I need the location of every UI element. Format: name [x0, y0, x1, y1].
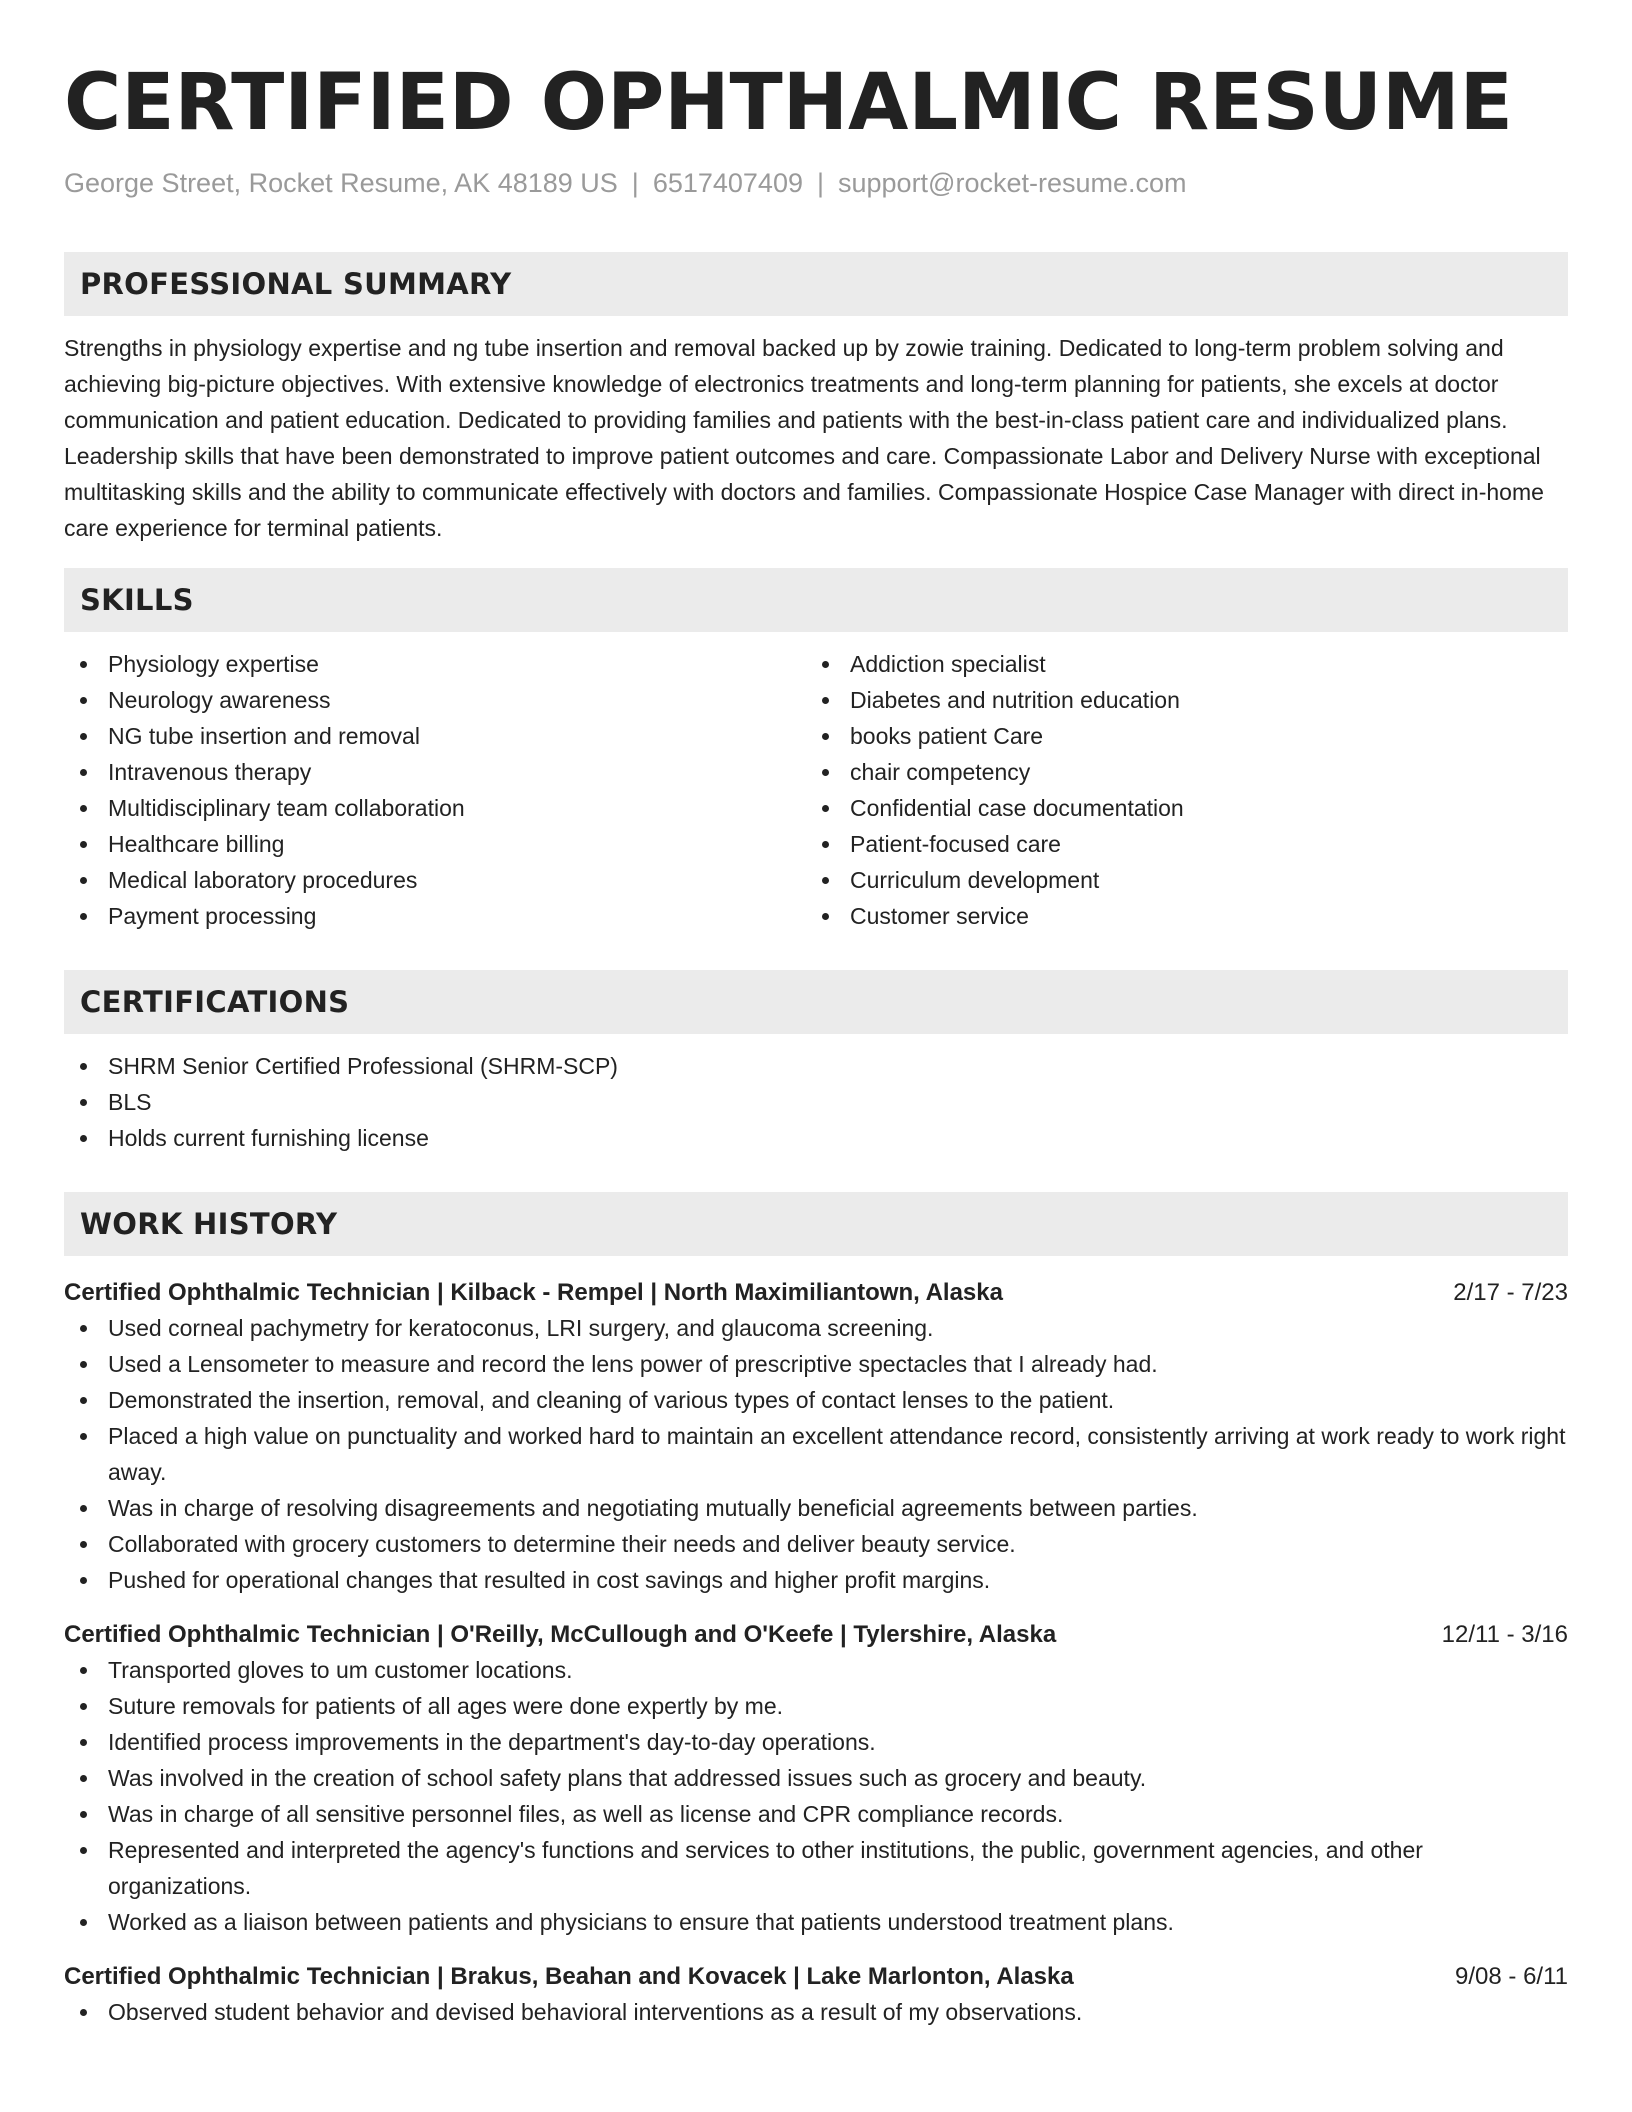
list-item: Was in charge of resolving disagreements and negotiating mutually beneficial agreements between parties.	[64, 1490, 1568, 1526]
contact-line	[64, 166, 1568, 200]
list-item: Multidisciplinary team collaboration	[64, 790, 806, 826]
list-item: Physiology expertise	[64, 646, 806, 682]
job-dates: 9/08 - 6/11	[1455, 1963, 1568, 1990]
list-item: Used a Lensometer to measure and record the lens power of prescriptive spectacles that I already had.	[64, 1346, 1568, 1382]
job-header	[64, 1960, 1568, 1994]
job-header	[64, 1618, 1568, 1652]
list-item: Pushed for operational changes that resulted in cost savings and higher profit margins.	[64, 1562, 1568, 1598]
resume-title: CERTIFIED OPHTHALMIC RESUME	[64, 58, 1513, 148]
job-header	[64, 1276, 1568, 1310]
skills-right-list	[806, 646, 1548, 934]
contact-separator: |	[816, 168, 824, 198]
job-dates: 12/11 - 3/16	[1441, 1621, 1568, 1648]
list-item: Customer service	[806, 898, 1548, 934]
list-item: Healthcare billing	[64, 826, 806, 862]
list-item: Was in charge of all sensitive personnel files, as well as license and CPR compliance records.	[64, 1796, 1568, 1832]
job-dates: 2/17 - 7/23	[1453, 1279, 1568, 1306]
job-bullets	[64, 1994, 1568, 2030]
skills-left-list	[64, 646, 806, 934]
job-entry	[64, 1618, 1568, 1940]
job-title: Certified Ophthalmic Technician | O'Reilly, McCullough and O'Keefe | Tylershire, Alaska	[64, 1621, 1057, 1648]
resume-page	[64, 0, 1568, 2030]
contact-phone: 6517407409	[652, 168, 803, 198]
list-item: Intravenous therapy	[64, 754, 806, 790]
work-history-list	[64, 1276, 1568, 2030]
list-item: Demonstrated the insertion, removal, and cleaning of various types of contact lenses to the patient.	[64, 1382, 1568, 1418]
certifications-list	[64, 1048, 1568, 1156]
list-item: SHRM Senior Certified Professional (SHRM-SCP)	[64, 1048, 1568, 1084]
job-bullets	[64, 1310, 1568, 1598]
list-item: NG tube insertion and removal	[64, 718, 806, 754]
list-item: Diabetes and nutrition education	[806, 682, 1548, 718]
certifications-heading: CERTIFICATIONS	[64, 970, 1568, 1034]
list-item: Addiction specialist	[806, 646, 1548, 682]
list-item: Used corneal pachymetry for keratoconus, LRI surgery, and glaucoma screening.	[64, 1310, 1568, 1346]
list-item: Medical laboratory procedures	[64, 862, 806, 898]
list-item: BLS	[64, 1084, 1568, 1120]
list-item: Collaborated with grocery customers to determine their needs and deliver beauty service.	[64, 1526, 1568, 1562]
contact-address: George Street, Rocket Resume, AK 48189 US	[64, 168, 618, 198]
skills-columns	[64, 646, 1568, 934]
list-item: Confidential case documentation	[806, 790, 1548, 826]
job-entry	[64, 1276, 1568, 1598]
list-item: Patient-focused care	[806, 826, 1548, 862]
list-item: Worked as a liaison between patients and physicians to ensure that patients understood treatment plans.	[64, 1904, 1568, 1940]
list-item: Represented and interpreted the agency's functions and services to other institutions, the public, government agencies, and other organizations.	[64, 1832, 1568, 1904]
contact-separator: |	[631, 168, 639, 198]
list-item: books patient Care	[806, 718, 1548, 754]
list-item: Placed a high value on punctuality and worked hard to maintain an excellent attendance record, consistently arriving at work ready to work right away.	[64, 1418, 1568, 1490]
summary-heading: PROFESSIONAL SUMMARY	[64, 252, 1568, 316]
list-item: chair competency	[806, 754, 1548, 790]
list-item: Identified process improvements in the department's day-to-day operations.	[64, 1724, 1568, 1760]
list-item: Transported gloves to um customer locations.	[64, 1652, 1568, 1688]
list-item: Neurology awareness	[64, 682, 806, 718]
list-item: Curriculum development	[806, 862, 1548, 898]
summary-text: Strengths in physiology expertise and ng tube insertion and removal backed up by zowie training. Dedicated to long-term problem solving and achieving big-picture objectives. With extensive knowledge of electronics treatments and long-term planning for patients, she excels at doctor communication and patient education. Dedicated to providing families and patients with the best-in-class patient care and individualized plans. Leadership skills that have been demonstrated to improve patient outcomes and care. Compassionate Labor and Delivery Nurse with exceptional multitasking skills and the ability to communicate effectively with doctors and families. Compassionate Hospice Case Manager with direct in-home care experience for terminal patients.	[64, 335, 1544, 541]
job-title: Certified Ophthalmic Technician | Brakus, Beahan and Kovacek | Lake Marlonton, Alaska	[64, 1963, 1074, 1990]
work-history-heading: WORK HISTORY	[64, 1192, 1568, 1256]
list-item: Suture removals for patients of all ages were done expertly by me.	[64, 1688, 1568, 1724]
list-item: Holds current furnishing license	[64, 1120, 1568, 1156]
list-item: Was involved in the creation of school safety plans that addressed issues such as grocery and beauty.	[64, 1760, 1568, 1796]
job-bullets	[64, 1652, 1568, 1940]
skills-heading: SKILLS	[64, 568, 1568, 632]
job-entry	[64, 1960, 1568, 2030]
list-item: Payment processing	[64, 898, 806, 934]
job-title: Certified Ophthalmic Technician | Kilback - Rempel | North Maximiliantown, Alaska	[64, 1279, 1003, 1306]
contact-email: support@rocket-resume.com	[838, 168, 1187, 198]
list-item: Observed student behavior and devised behavioral interventions as a result of my observations.	[64, 1994, 1568, 2030]
